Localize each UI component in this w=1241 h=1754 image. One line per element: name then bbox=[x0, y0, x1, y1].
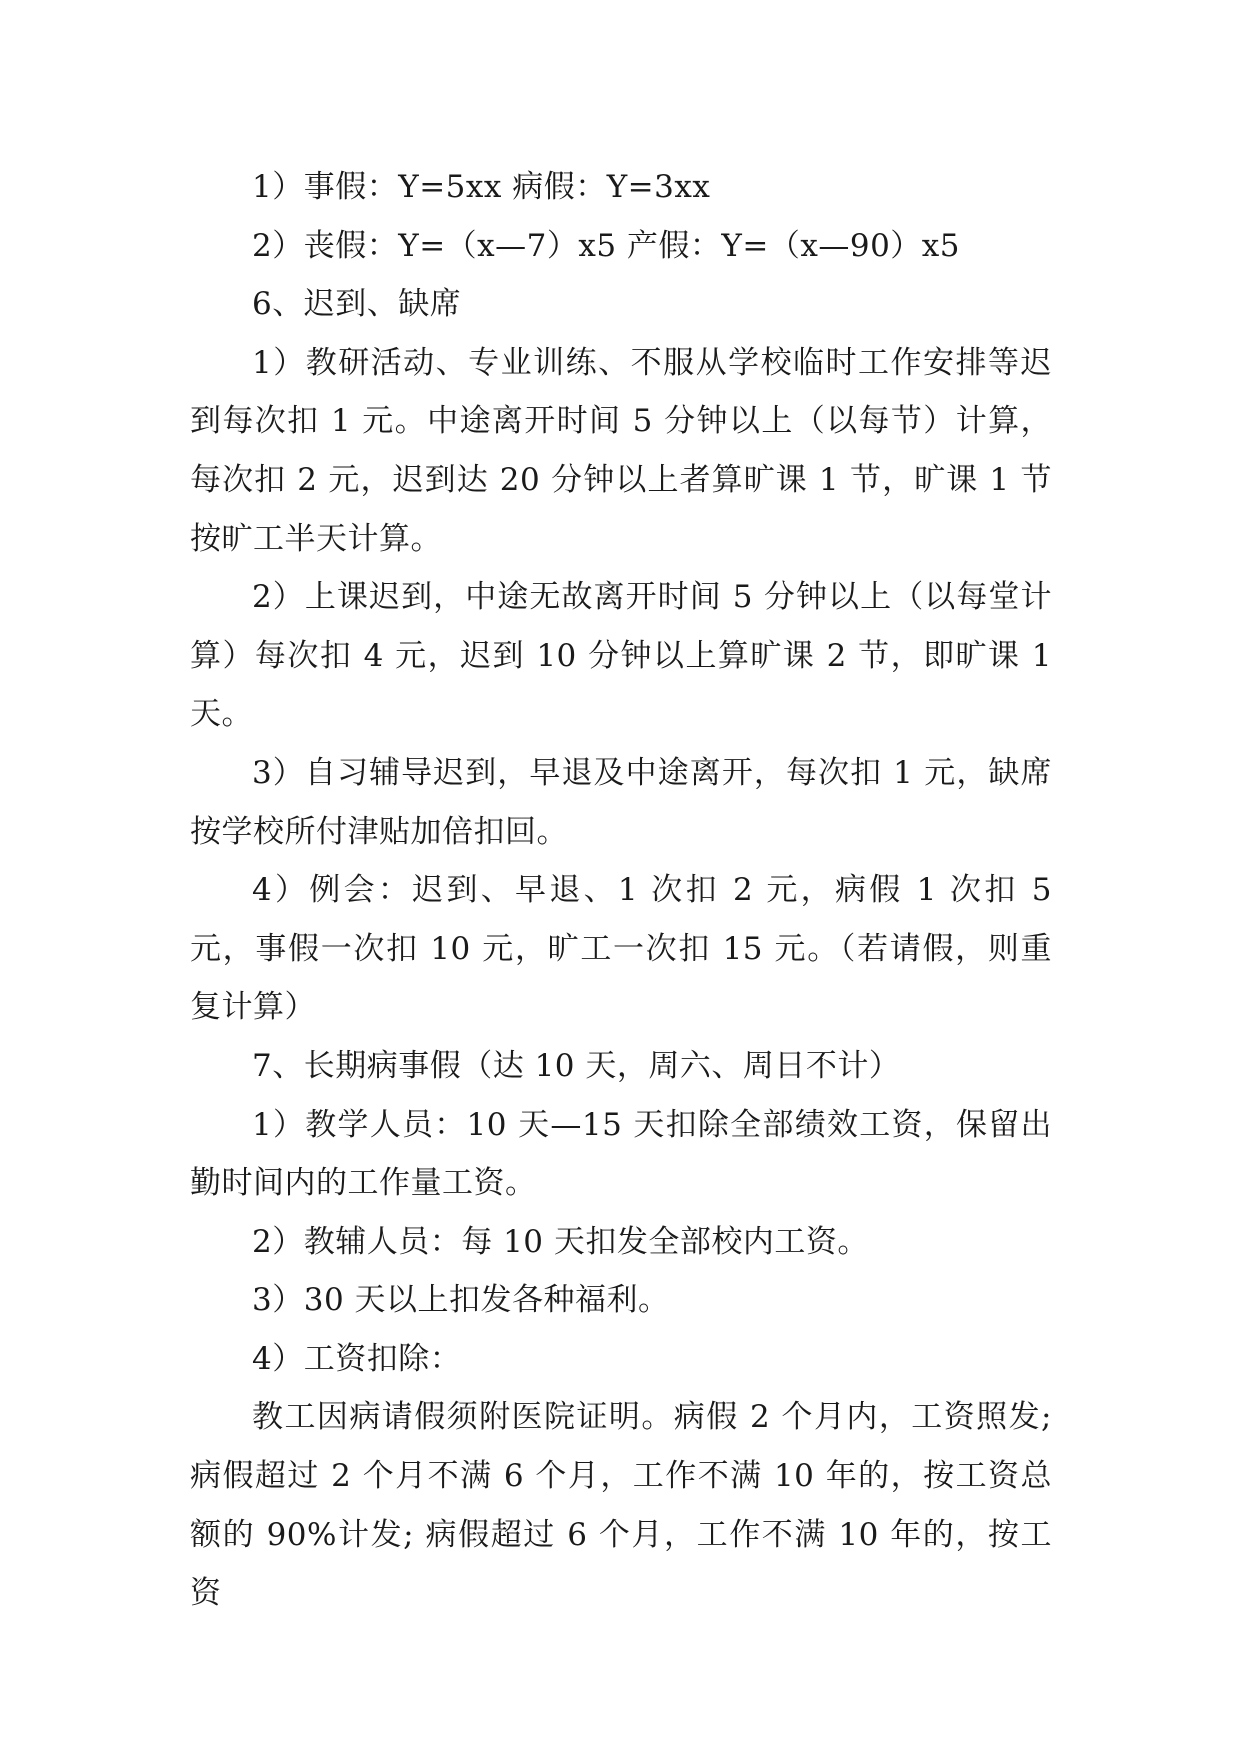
paragraph-lateness-rule-4: 4）例会：迟到、早退、1 次扣 2 元，病假 1 次扣 5 元，事假一次扣 10 元，旷工一次扣 15 元。（若请假，则重复计算） bbox=[190, 872, 1052, 1026]
paragraph-lateness-rule-1: 1）教研活动、专业训练、不服从学校临时工作安排等迟到每次扣 1 元。中途离开时间 5 分钟以上（以每节）计算，每次扣 2 元，迟到达 20 分钟以上者算旷课 1 节，旷课 1 节按旷工半天计算。 bbox=[190, 344, 1052, 557]
paragraph-long-term-leave-rule-1: 1）教学人员：10 天—15 天扣除全部绩效工资，保留出勤时间内的工作量工资。 bbox=[190, 1106, 1052, 1202]
paragraph-salary-deduction-detail: 教工因病请假须附医院证明。病假 2 个月内，工资照发;病假超过 2 个月不满 6 个月，工作不满 10 年的，按工资总额的 90%计发; 病假超过 6 个月，工作不满 10 年的，按工资 bbox=[190, 1399, 1052, 1612]
paragraph-lateness-rule-3: 3）自习辅导迟到，早退及中途离开，每次扣 1 元，缺席按学校所付津贴加倍扣回。 bbox=[190, 754, 1052, 850]
paragraph-long-term-leave-rule-3: 3）30 天以上扣发各种福利。 bbox=[252, 1282, 670, 1319]
paragraph-long-term-leave-rule-4: 4）工资扣除： bbox=[252, 1340, 462, 1377]
section-heading-long-term-leave: 7、长期病事假（达 10 天，周六、周日不计） bbox=[252, 1047, 901, 1084]
section-heading-lateness-absence: 6、迟到、缺席 bbox=[252, 286, 462, 323]
document-body bbox=[190, 158, 1052, 1623]
paragraph-long-term-leave-rule-2: 2）教辅人员：每 10 天扣发全部校内工资。 bbox=[252, 1223, 869, 1260]
paragraph-personal-sick-leave-formula: 1）事假：Y=5xx 病假：Y=3xx bbox=[252, 169, 711, 205]
paragraph-funeral-maternity-leave-formula: 2）丧假：Y=（x—7）x5 产假：Y=（x—90）x5 bbox=[252, 227, 961, 264]
paragraph-lateness-rule-2: 2）上课迟到，中途无故离开时间 5 分钟以上（以每堂计算）每次扣 4 元，迟到 10 分钟以上算旷课 2 节，即旷课 1 天。 bbox=[190, 579, 1052, 733]
